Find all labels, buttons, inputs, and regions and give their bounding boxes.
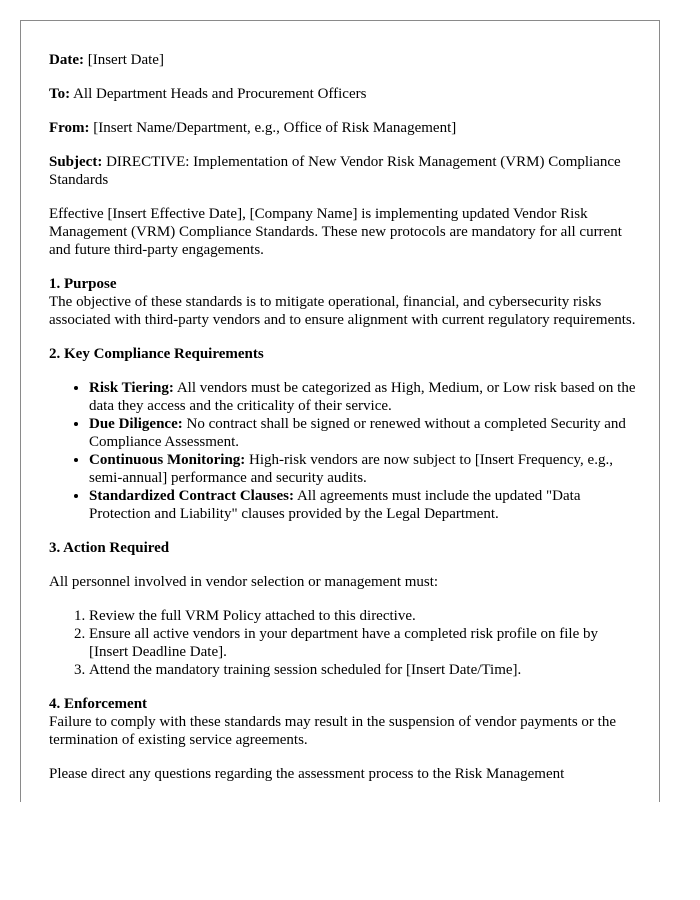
requirements-heading-text: 2. Key Compliance Requirements bbox=[49, 346, 264, 362]
requirement-term: Standardized Contract Clauses: bbox=[89, 488, 294, 504]
requirement-term: Continuous Monitoring: bbox=[89, 452, 246, 468]
action-intro: All personnel involved in vendor selection or management must: bbox=[49, 574, 439, 590]
requirement-term: Risk Tiering: bbox=[89, 380, 174, 396]
purpose-text: The objective of these standards is to mitigate operational, financial, and cybersecurity risks associated with third-party vendors and to ensure alignment with current regulatory requirements. bbox=[49, 294, 636, 328]
requirement-text: High-risk vendors are now subject to [Insert Frequency, e.g., semi-annual] performance and security audits. bbox=[89, 452, 613, 486]
document-page bbox=[20, 20, 660, 802]
purpose-heading: 1. Purpose bbox=[49, 276, 117, 292]
date-value: [Insert Date] bbox=[87, 52, 164, 68]
requirements-heading bbox=[49, 345, 639, 363]
list-item bbox=[89, 487, 639, 523]
enforcement-section bbox=[49, 695, 639, 749]
list-item: 1. Review the full VRM Policy attached to this directive. bbox=[89, 607, 639, 625]
requirement-term: Due Diligence: bbox=[89, 416, 183, 432]
from-line bbox=[49, 119, 639, 137]
from-value: [Insert Name/Department, e.g., Office of Risk Management] bbox=[93, 120, 457, 136]
action-heading bbox=[49, 539, 639, 557]
memo-body bbox=[49, 51, 639, 799]
date-line bbox=[49, 51, 639, 69]
requirements-list bbox=[49, 379, 639, 523]
subject-label: Subject: bbox=[49, 154, 103, 170]
enforcement-heading: 4. Enforcement bbox=[49, 696, 148, 712]
to-label: To: bbox=[49, 86, 71, 102]
requirement-text: All agreements must include the updated "Data Protection and Liability" clauses provided by the Legal Department. bbox=[89, 488, 581, 522]
requirement-text: All vendors must be categorized as High, Medium, or Low risk based on the data they access and the criticality of their service. bbox=[89, 380, 636, 414]
from-label: From: bbox=[49, 120, 90, 136]
subject-line bbox=[49, 153, 639, 189]
action-heading-text: 3. Action Required bbox=[49, 540, 170, 556]
purpose-section bbox=[49, 275, 639, 329]
list-item: 2. Ensure all active vendors in your department have a completed risk profile on file by [Insert Deadline Date]. bbox=[89, 625, 639, 661]
list-item bbox=[89, 415, 639, 451]
intro-paragraph: Effective [Insert Effective Date], [Company Name] is implementing updated Vendor Risk Management (VRM) Compliance Standards. These new protocols are mandatory for all current and future third-party engagements. bbox=[49, 206, 622, 258]
list-item bbox=[89, 451, 639, 487]
action-list bbox=[49, 607, 639, 679]
date-label: Date: bbox=[49, 52, 84, 68]
subject-value: DIRECTIVE: Implementation of New Vendor Risk Management (VRM) Compliance Standards bbox=[49, 154, 621, 188]
closing-paragraph: Please direct any questions regarding the assessment process to the Risk Management bbox=[49, 766, 565, 782]
requirement-text: No contract shall be signed or renewed without a completed Security and Compliance Assessment. bbox=[89, 416, 626, 450]
list-item: 3. Attend the mandatory training session scheduled for [Insert Date/Time]. bbox=[89, 661, 639, 679]
list-item bbox=[89, 379, 639, 415]
enforcement-text: Failure to comply with these standards may result in the suspension of vendor payments or the termination of existing service agreements. bbox=[49, 714, 616, 748]
to-value: All Department Heads and Procurement Officers bbox=[73, 86, 367, 102]
to-line bbox=[49, 85, 639, 103]
